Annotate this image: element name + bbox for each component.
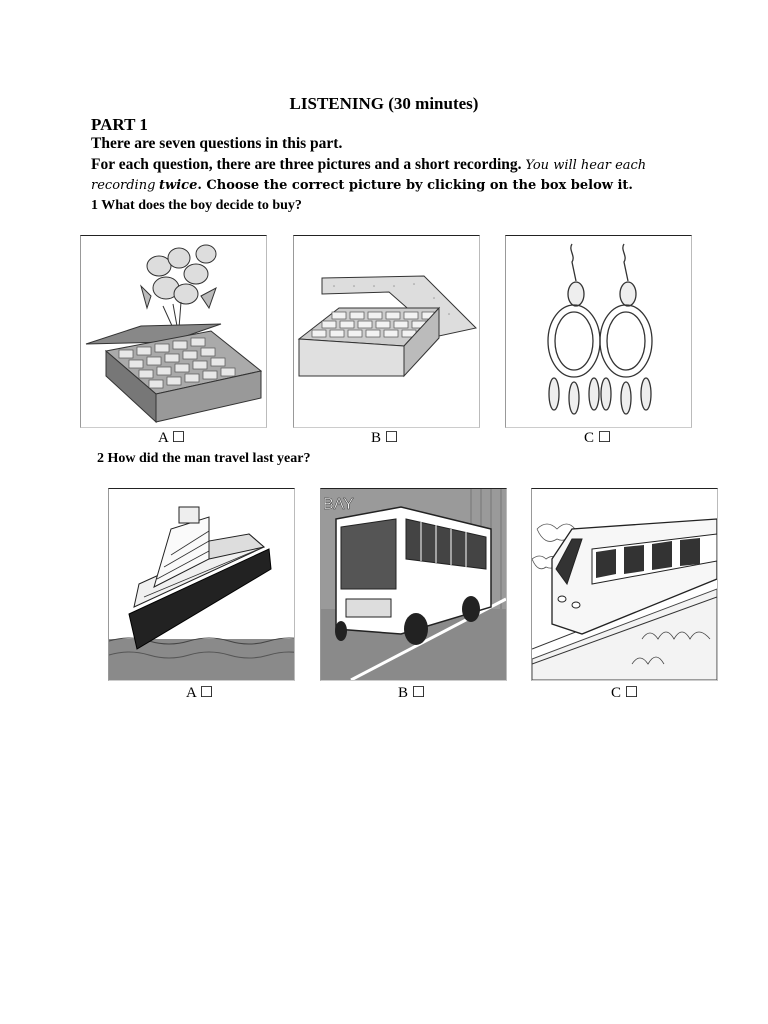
- question-1-option-c[interactable]: C ☐: [584, 430, 612, 446]
- instruction-italic-recording: recording: [91, 178, 156, 193]
- question-1-option-b[interactable]: B ☐: [371, 430, 399, 446]
- instruction-choose-text: . Choose the correct picture by clicking on the box below it.: [197, 178, 633, 193]
- instruction-italic-text: You will hear each: [525, 158, 647, 173]
- question-1-text: 1 What does the boy decide to buy?: [91, 198, 302, 213]
- train-picture: [531, 488, 718, 681]
- earrings-picture: [505, 235, 692, 428]
- ship-picture: [108, 488, 295, 681]
- part-heading: PART 1: [91, 115, 148, 134]
- question-2-text: 2 How did the man travel last year?: [97, 451, 311, 466]
- question-1-option-a[interactable]: A ☐: [158, 430, 186, 446]
- page-title: LISTENING (30 minutes): [289, 94, 479, 113]
- bus-picture: [320, 488, 507, 681]
- instruction-bold-text: For each question, there are three pictures and a short recording.: [91, 156, 522, 173]
- instruction-line-3: [91, 177, 633, 194]
- svg-text:BAY: BAY: [323, 496, 354, 513]
- instruction-line-2: [91, 156, 646, 174]
- question-2-option-a[interactable]: A ☐: [186, 685, 214, 701]
- box-of-chocolates-picture: [293, 235, 480, 428]
- flowers-and-chocolates-picture: [80, 235, 267, 428]
- question-2-option-b[interactable]: B ☐: [398, 685, 426, 701]
- instruction-line-1: There are seven questions in this part.: [91, 135, 343, 152]
- instruction-twice: twice: [159, 178, 198, 193]
- question-2-option-c[interactable]: C ☐: [611, 685, 639, 701]
